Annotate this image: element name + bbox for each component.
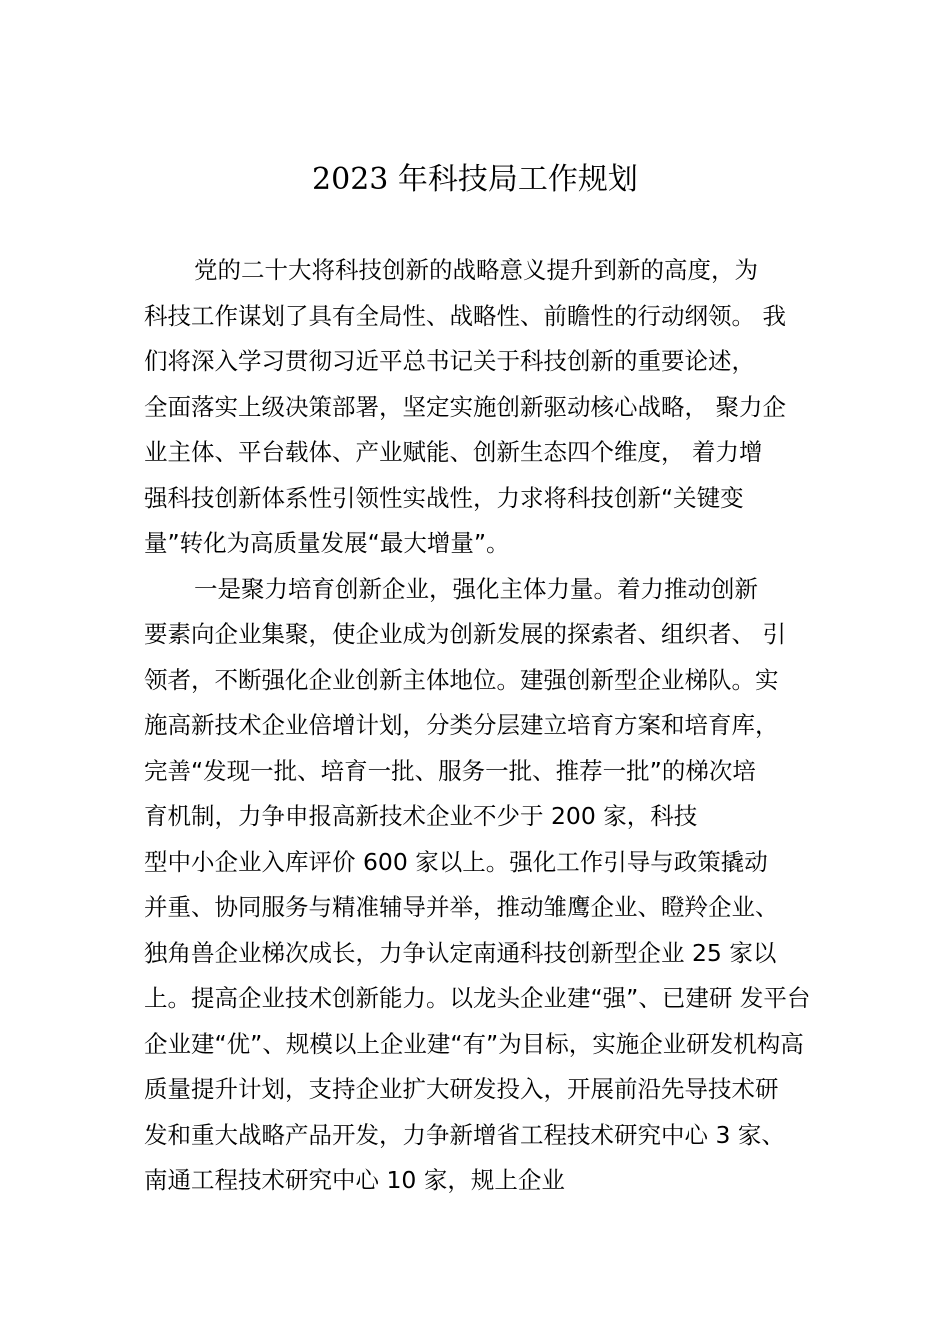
document-body [144, 248, 844, 1204]
paragraph-line: 施高新技术企业倍增计划，分类分层建立培育方案和培育库， [144, 711, 779, 739]
paragraph-line: 发和重大战略产品开发，力争新增省工程技术研究中心 3 家、 [144, 1120, 785, 1149]
paragraph-line: 领者，不断强化企业创新主体地位。建强创新型企业梯队。实 [144, 665, 779, 694]
paragraph-line: 要素向企业集聚，使企业成为创新发展的探索者、组织者、 引 [144, 620, 786, 648]
paragraph-line: 们将深入学习贯彻习近平总书记关于科技创新的重要论述， [144, 347, 755, 375]
paragraph-line: 完善“发现一批、培育一批、服务一批、推荐一批”的梯次培 [144, 756, 756, 785]
paragraph-line: 南通工程技术研究中心 10 家，规上企业 [144, 1166, 565, 1194]
paragraph-line: 型中小企业入库评价 600 家以上。强化工作引导与政策撬动 [144, 847, 768, 876]
paragraph-line: 强科技创新体系性引领性实战性，力求将科技创新“关键变 [144, 483, 744, 512]
paragraph-line: 业主体、平台载体、产业赋能、创新生态四个维度， 着力增 [144, 438, 763, 466]
paragraph-line: 量”转化为高质量发展“最大增量”。 [144, 529, 510, 557]
paragraph-line: 科技工作谋划了具有全局性、战略性、前瞻性的行动纲领。 我 [144, 301, 786, 330]
paragraph-line: 上。提高企业技术创新能力。以龙头企业建“强”、已建研 发平台 [144, 984, 811, 1012]
paragraph-line: 育机制，力争申报高新技术企业不少于 200 家，科技 [144, 802, 698, 830]
paragraph-line: 并重、协同服务与精准辅导并举，推动雏鹰企业、瞪羚企业、 [144, 893, 779, 921]
paragraph-line: 一是聚力培育创新企业，强化主体力量。着力推动创新 [194, 574, 758, 603]
paragraph-line: 独角兽企业梯次成长，力争认定南通科技创新型企业 25 家以 [144, 938, 777, 967]
paragraph-line: 全面落实上级决策部署，坚定实施创新驱动核心战略， 聚力企 [144, 392, 786, 421]
document-title: 2023 年科技局工作规划 [312, 162, 638, 197]
paragraph-line: 质量提升计划，支持企业扩大研发投入，开展前沿先导技术研 [144, 1075, 779, 1103]
paragraph-line: 企业建“优”、规模以上企业建“有”为目标，实施企业研发机构高 [144, 1029, 804, 1058]
paragraph-line: 党的二十大将科技创新的战略意义提升到新的高度，为 [194, 256, 758, 284]
